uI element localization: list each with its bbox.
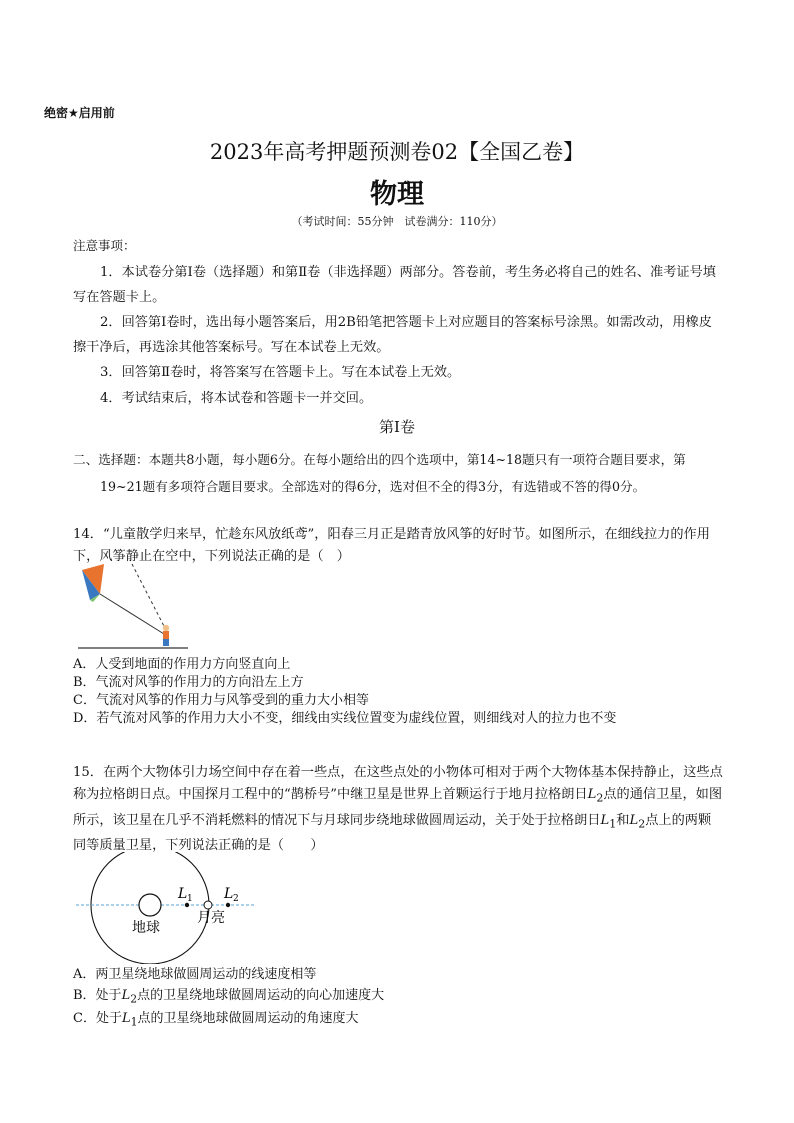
q15-option-c-post: 点的卫星绕地球做圆周运动的角速度大 <box>137 1011 359 1026</box>
q15-option-c-pre: C．处于 <box>73 1011 122 1026</box>
q15-stem-part3: 点上的两颗同等质量卫星，下列说法正确的是（ ） <box>73 812 712 854</box>
notice-item-3: 3．回答第Ⅱ卷时，将答案写在答题卡上。写在本试卷上无效。 <box>100 365 461 380</box>
q14-option-d: D．若气流对风筝的作用力大小不变，细线由实线位置变为虚线位置，则细线对人的拉力也不变 <box>73 711 617 726</box>
kite-string-solid <box>100 594 164 634</box>
exam-title: 2023年高考押题预测卷02【全国乙卷】 <box>209 140 585 164</box>
q15-option-b-sub: 2 <box>130 992 138 1006</box>
section2-text: 二、选择题：本题共8小题，每小题6分。在每小题给出的四个选项中，第14~18题只有一项符合题目要求，第19~21题有多项符合题目要求。全部选对的得6分，选对但不全的得3分，有选错或不答的得0分。 <box>73 452 686 494</box>
moon-label: 月亮 <box>197 910 225 926</box>
lagrange-figure <box>70 852 260 964</box>
q15-stem-part2: 点的通信卫星，如图所示，该卫星在几乎不消耗燃料的情况下与月球同步绕地球做圆周运动，关于处于拉格朗日 <box>73 787 723 828</box>
notice-item-2: 2．回答第Ⅰ卷时，选出每小题答案后，用2B铅笔把答题卡上对应题目的答案标号涂黑。如需改动，用橡皮擦干净后，再选涂其他答案标号。写在本试卷上无效。 <box>73 315 712 355</box>
l2-label-sub: 2 <box>233 894 239 904</box>
q14-option-c: C．气流对风筝的作用力与风筝受到的重力大小相等 <box>73 693 369 708</box>
subject-title: 物理 <box>370 179 424 210</box>
kite-string-dashed <box>132 564 166 630</box>
q15-option-b <box>73 987 384 1009</box>
child-head <box>163 625 169 631</box>
exam-info: （考试时间：55分钟 试卷满分：110分） <box>291 215 503 228</box>
q15-option-c-l: L <box>121 1011 131 1026</box>
q15-l2-ref-b: L <box>629 812 639 828</box>
secret-label: 绝密★启用前 <box>44 106 115 120</box>
l2-label: L <box>224 886 234 902</box>
q15-option-a: A．两卫星绕地球做圆周运动的线速度相等 <box>73 967 317 982</box>
q14-option-a: A．人受到地面的作用力方向竖直向上 <box>73 657 291 672</box>
q15-l2-sub: 2 <box>596 791 604 805</box>
q14-stem: 14．“儿童散学归来早，忙趁东风放纸鸢”，阳春三月正是踏青放风筝的好时节。如图所示，在细线拉力的作用下，风筝静止在空中，下列说法正确的是（ ） <box>73 527 710 564</box>
q15-l2-ref: L <box>587 787 597 802</box>
child-body <box>163 631 169 639</box>
q15-option-c-sub: 1 <box>130 1015 138 1029</box>
l1-label: L <box>178 886 188 902</box>
kite-figure <box>70 562 200 656</box>
volume-label: 第Ⅰ卷 <box>379 418 415 436</box>
q15-option-b-pre: B．处于 <box>73 988 122 1003</box>
q15-option-b-post: 点的卫星绕地球做圆周运动的向心加速度大 <box>137 988 385 1003</box>
q14-option-b: B．气流对风筝的作用力的方向沿左上方 <box>73 675 304 690</box>
l1-label-sub: 1 <box>187 894 193 904</box>
moon <box>204 901 212 909</box>
q15-stem <box>73 762 723 857</box>
notice-heading: 注意事项： <box>73 238 136 253</box>
q15-option-b-l: L <box>121 988 131 1003</box>
q15-and: 和 <box>616 812 630 828</box>
q15-l2-sub-b: 2 <box>638 817 646 831</box>
q15-option-c <box>73 1010 359 1032</box>
l2-point <box>226 903 230 907</box>
notice-item-1: 1．本试卷分第Ⅰ卷（选择题）和第Ⅱ卷（非选择题）两部分。答卷前，考生务必将自己的姓名、准考证号填写在答题卡上。 <box>73 265 716 305</box>
earth <box>139 894 161 916</box>
q15-l1-sub: 1 <box>609 817 617 831</box>
q15-l1-ref: L <box>600 812 610 828</box>
section2-instructions <box>73 446 728 500</box>
q15-stem-part1: 15．在两个大物体引力场空间中存在着一些点，在这些点处的小物体可相对于两个大物体基本保持静止，这些点称为拉格朗日点。中国探月工程中的“鹊桥号”中继卫星是世界上首颗运行于地月拉格朗日 <box>73 765 723 802</box>
notice-item-4: 4．考试结束后，将本试卷和答题卡一并交回。 <box>100 391 373 406</box>
earth-label: 地球 <box>132 920 160 936</box>
